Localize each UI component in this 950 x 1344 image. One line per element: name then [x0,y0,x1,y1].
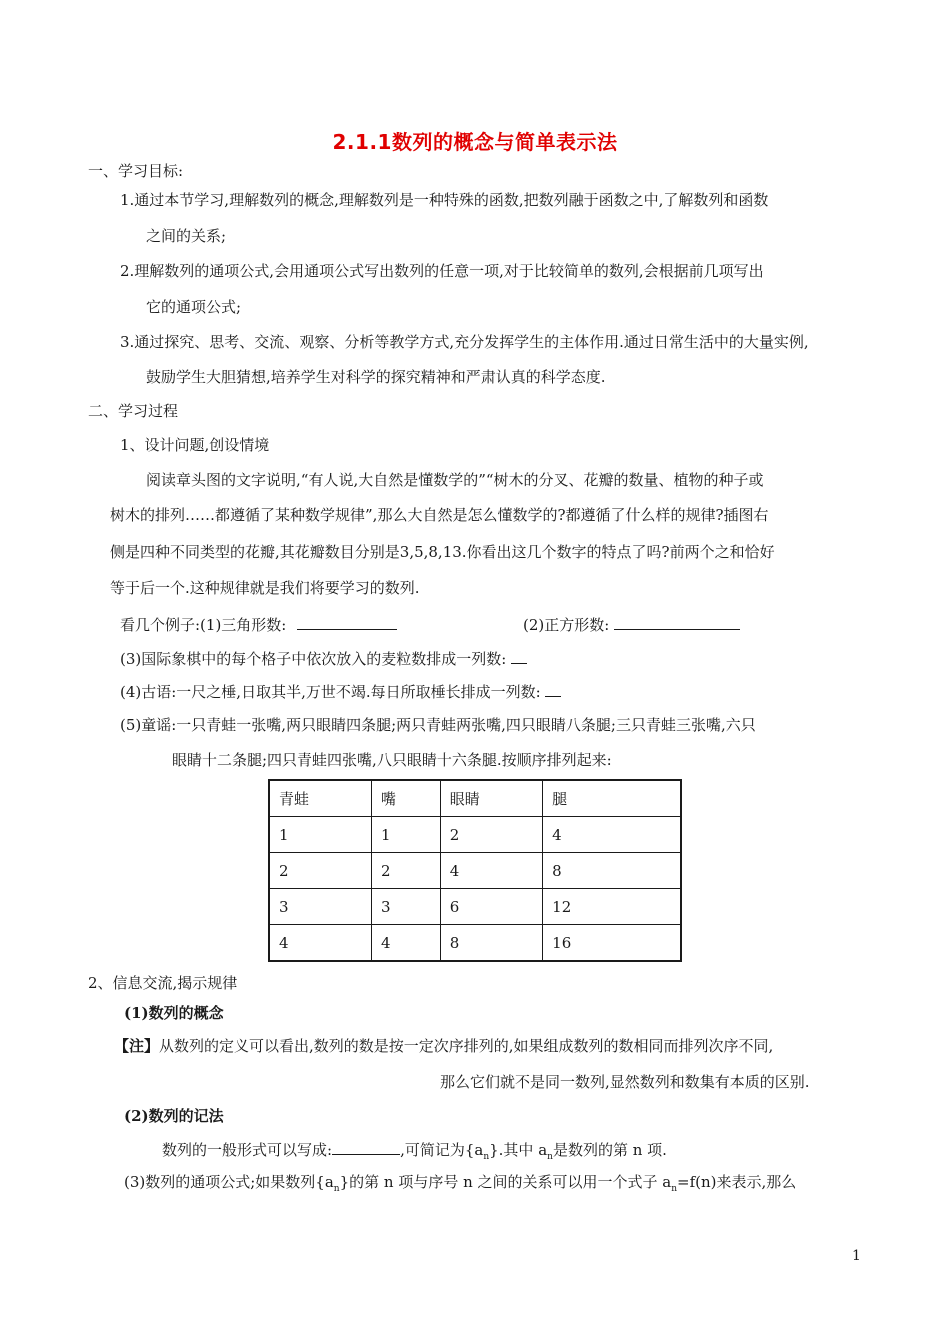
table-cell: 4 [269,925,371,962]
table-row [269,853,681,889]
subsection-1-heading: 1、设计问题,创设情境 [120,436,270,454]
paragraph-line-3: 侧是四种不同类型的花瓣,其花瓣数目分别是3,5,8,13.你看出这几个数字的特点了吗?前两个之和恰好 [110,543,775,561]
answer-blank-2[interactable] [614,613,740,630]
subscript-n: n [333,1184,340,1194]
table-row [269,889,681,925]
subscript-n: n [483,1152,490,1162]
example-3 [120,647,527,669]
goal-3-line-2: 鼓励学生大胆猜想,培养学生对科学的探究精神和严肃认真的科学态度. [146,368,606,386]
paragraph-line-2: 树木的排列……都遵循了某种数学规律”,那么大自然是怎么懂数学的?都遵循了什么样的规律?插图右 [110,506,769,524]
table-cell: 1 [269,817,371,853]
table-cell: 6 [440,889,542,925]
goal-3-line-1: 3.通过探究、思考、交流、观察、分析等教学方式,充分发挥学生的主体作用.通过日常生活中的大量实例, [120,333,809,351]
header-frog: 青蛙 [269,780,371,817]
table-cell: 16 [543,925,681,962]
page-number: 1 [852,1248,861,1264]
paragraph-line-1: 阅读章头图的文字说明,“有人说,大自然是懂数学的”“树木的分叉、花瓣的数量、植物的种子或 [146,471,764,489]
example-5-line-2: 眼睛十二条腿;四只青蛙四张嘴,八只眼睛十六条腿.按顺序排列起来: [172,751,612,769]
subsection-2-heading: 2、信息交流,揭示规律 [88,974,238,992]
table-row [269,925,681,962]
note-line-1 [114,1036,773,1056]
example-1 [120,613,397,635]
example-3-label: (3)国际象棋中的每个格子中依次放入的麦粒数排成一列数: [120,650,507,668]
notation-blank[interactable] [332,1138,400,1155]
notation-heading: (2)数列的记法 [124,1107,224,1125]
goal-1-line-2: 之间的关系; [146,227,227,245]
table-cell: 12 [543,889,681,925]
example-2 [523,613,740,635]
example-2-label: (2)正方形数: [523,616,610,634]
notation-mid: ,可简记为{a [400,1141,484,1159]
subscript-n: n [671,1184,678,1194]
note-text: 从数列的定义可以看出,数列的数是按一定次序排列的,如果组成数列的数相同而排列次序不同, [159,1037,774,1055]
header-mouth: 嘴 [371,780,440,817]
example-5-line-1: (5)童谣:一只青蛙一张嘴,两只眼睛四条腿;两只青蛙两张嘴,四只眼睛八条腿;三只青蛙三张嘴,六只 [120,716,756,734]
notation-post-2: 是数列的第 n 项. [552,1141,667,1159]
answer-blank-1[interactable] [297,613,397,630]
example-4-label: (4)古语:一尺之棰,日取其半,万世不竭.每日所取棰长排成一列数: [120,683,541,701]
notation-line [162,1138,667,1167]
goal-2-line-1: 2.理解数列的通项公式,会用通项公式写出数列的任意一项,对于比较简单的数列,会根据前几项写出 [120,262,764,280]
goal-1-line-1: 1.通过本节学习,理解数列的概念,理解数列是一种特殊的函数,把数列融于函数之中,了解数列和函数 [120,191,769,209]
table-cell: 2 [371,853,440,889]
table-cell: 2 [269,853,371,889]
section-heading-process: 二、学习过程 [88,402,179,420]
answer-blank-4[interactable] [545,680,561,697]
table-cell: 2 [440,817,542,853]
formula-line [124,1172,796,1199]
subscript-n: n [547,1152,553,1162]
goal-2-line-2: 它的通项公式; [146,298,242,316]
table-header-row [269,780,681,817]
formula-pre: (3)数列的通项公式;如果数列{a [124,1173,334,1191]
paragraph-line-4: 等于后一个.这种规律就是我们将要学习的数列. [110,579,420,597]
frog-table [268,779,682,962]
table-cell: 4 [543,817,681,853]
table-row [269,817,681,853]
note-label: 【注】 [114,1037,160,1055]
table-cell: 3 [269,889,371,925]
notation-post-1: }.其中 a [489,1141,548,1159]
notation-pre: 数列的一般形式可以写成: [162,1141,333,1159]
table-cell: 4 [440,853,542,889]
example-4 [120,680,561,702]
example-1-label: 看几个例子:(1)三角形数: [120,616,287,634]
formula-post: =f(n)来表示,那么 [677,1173,797,1191]
table-cell: 1 [371,817,440,853]
section-heading-goals: 一、学习目标: [88,162,184,180]
table-cell: 4 [371,925,440,962]
formula-mid: }的第 n 项与序号 n 之间的关系可以用一个式子 a [339,1173,672,1191]
table-cell: 3 [371,889,440,925]
header-legs: 腿 [543,780,681,817]
header-eyes: 眼睛 [440,780,542,817]
concept-heading: (1)数列的概念 [124,1004,224,1022]
page-title: 2.1.1数列的概念与简单表示法 [332,130,618,154]
table-cell: 8 [440,925,542,962]
answer-blank-3[interactable] [511,647,527,664]
table-cell: 8 [543,853,681,889]
note-line-2: 那么它们就不是同一数列,显然数列和数集有本质的区别. [440,1073,810,1091]
